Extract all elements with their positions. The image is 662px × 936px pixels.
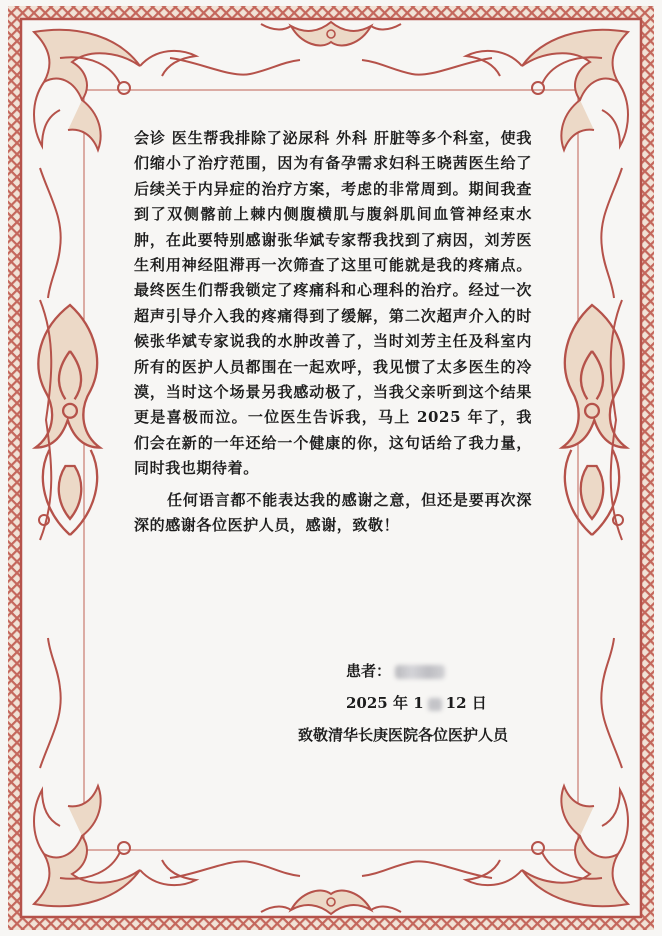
redacted-patient-name bbox=[395, 665, 445, 679]
patient-label: 患者： bbox=[346, 662, 392, 680]
letter-body bbox=[134, 126, 532, 539]
recipient-line: 致敬清华长庚医院各位医护人员 bbox=[298, 726, 509, 744]
patient-line bbox=[346, 660, 445, 681]
date-line bbox=[346, 692, 487, 713]
date-year: 2025 年 1 bbox=[346, 694, 424, 712]
letter-paragraph-main: 会诊 医生帮我排除了泌尿科 外科 肝脏等多个科室，使我们缩小了治疗范围，因为有备孕需求妇科王晓茜医生给了后续关于内异症的治疗方案，考虑的非常周到。期间我查到了双侧髂前上棘内侧腹横肌与腹斜肌间血管神经束水肿，在此要特别感谢张华斌专家帮我找到了病因，刘芳医生利用神经阻滞再一次筛查了这里可能就是我的疼痛点。最终医生们帮我锁定了疼痛科和心理科的治疗。经过一次超声引导介入我的疼痛得到了缓解，第二次超声介入的时候张华斌专家说我的水肿改善了，当时刘芳主任及科室内所有的医护人员都围在一起欢呼，我见惯了太多医生的冷漠，当时这个场景另我感动极了，当我父亲听到这个结果更是喜极而泣。一位医生告诉我，马上 2025 年了，我们会在新的一年还给一个健康的你，这句话给了我力量，同时我也期待着。 bbox=[134, 129, 532, 478]
redacted-month-mark bbox=[428, 698, 442, 711]
letter-paragraph-closing: 任何语言都不能表达我的感谢之意，但还是要再次深深的感谢各位医护人员，感谢，致敬！ bbox=[134, 490, 532, 535]
date-day: 12 日 bbox=[445, 694, 487, 712]
